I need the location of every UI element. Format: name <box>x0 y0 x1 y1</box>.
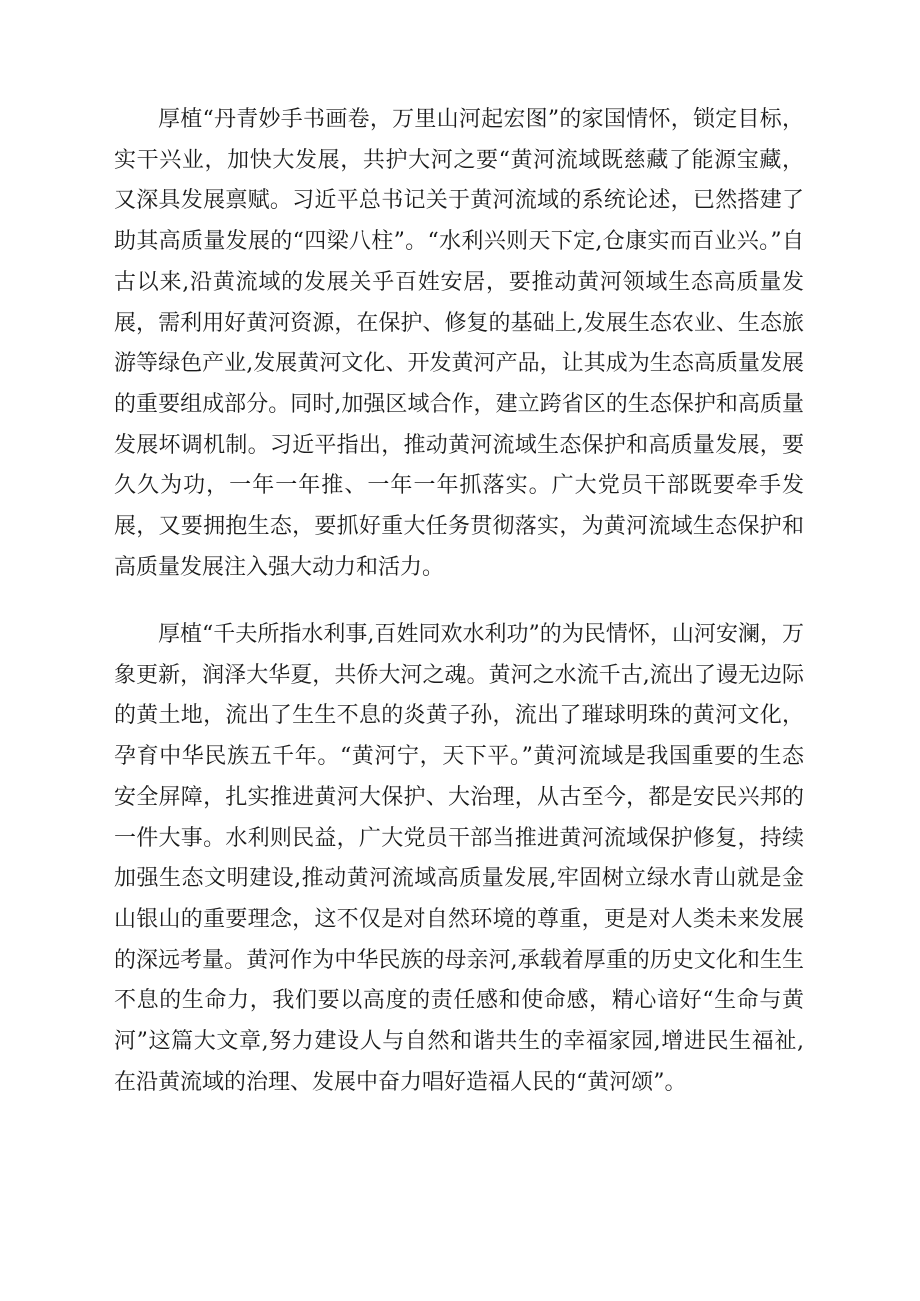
paragraph-1: 厚植“丹青妙手书画卷，万里山河起宏图”的家国情怀，锁定目标，实干兴业，加快大发展，共护大河之要“黄河流域既慈藏了能源宝藏，又深具发展禀赋。习近平总书记关于黄河流域的系统论述，已然搭建了助其高质量发展的“四梁八柱”。“水利兴则天下定,仓康实而百业兴。”自古以来,沿黄流域的发展关乎百姓安居，要推动黄河领域生态高质量发展，需利用好黄河资源，在保护、修复的基础上,发展生态农业、生态旅游等绿色产业,发展黄河文化、开发黄河产品，让其成为生态高质量发展的重要组成部分。同时,加强区域合作，建立跨省区的生态保护和高质量发展坏调机制。习近平指出，推动黄河流域生态保护和高质量发展，要久久为功，一年一年推、一年一年抓落实。广大党员干部既要牵手发展，又要拥抱生态，要抓好重大任务贯彻落实，为黄河流域生态保护和高质量发展注入强大动力和活力。 <box>114 107 804 580</box>
paragraph-2: 厚植“千夫所指水利事,百姓同欢水利功”的为民情怀，山河安澜，万象更新，润泽大华夏，共侨大河之魂。黄河之水流千古,流出了谩无边际的黄土地，流出了生生不息的炎黄子孙，流出了璀球明珠的黄河文化，孕育中华民族五千年。“黄河宁，天下平。”黄河流域是我国重要的生态安全屏障，扎实推进黄河大保护、大治理，从古至今，都是安民兴邦的一件大事。水利则民益，广大党员干部当推进黄河流域保护修复，持续加强生态文明建设,推动黄河流域高质量发展,牢固树立绿水青山就是金山银山的重要理念，这不仅是对自然环境的尊重，更是对人类未来发展的深远考量。黄河作为中华民族的母亲河,承载着厚重的历史文化和生生不息的生命力，我们要以高度的责任感和使命感，精心谙好“生命与黄河”这篇大文章,努力建设人与自然和谐共生的幸福家园,增进民生福祉,在沿黄流域的治理、发展中奋力唱好造福人民的“黄河颂”。 <box>114 622 804 1095</box>
